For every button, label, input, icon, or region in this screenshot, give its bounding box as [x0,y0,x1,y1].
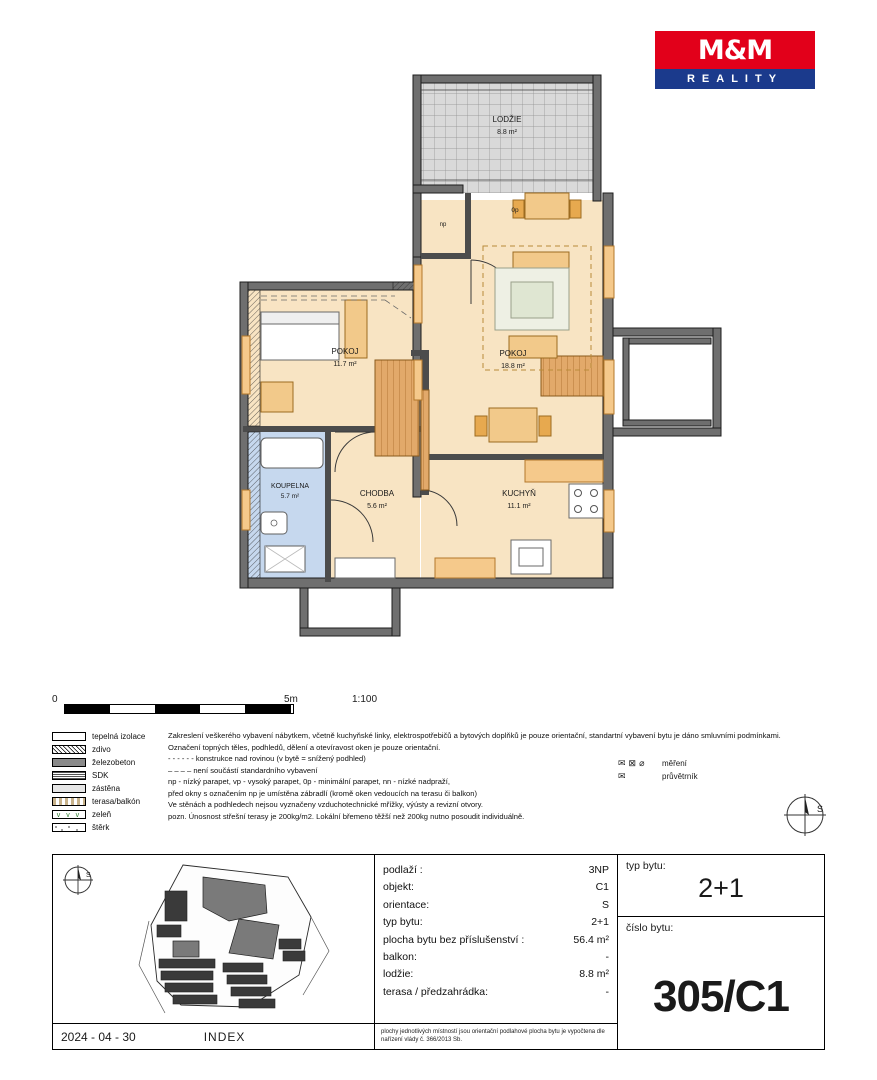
svg-text:POKOJ: POKOJ [499,349,527,358]
symbol-legend-label: průvětrník [662,772,698,781]
swatch-sterk-icon [52,823,86,832]
param-value: 2+1 [591,916,609,929]
legend-label: štěrk [92,823,110,832]
scale-label-zero: 0 [52,694,58,705]
svg-text:S: S [817,804,824,814]
legend-label: SDK [92,771,109,780]
site-plan-drawing [53,855,375,1023]
material-legend [52,730,172,834]
apartment-number-value: 305/C1 [653,972,789,1021]
compass-north-icon [782,792,828,838]
legend-item [52,769,172,782]
plan-notes [168,730,808,822]
legend-label: terasa/balkón [92,797,141,806]
param-key: balkon: [383,951,417,964]
note-line: před okny s označením np je umístěna zábradlí (kromě oken vedoucích na terasu či balkon) [168,788,477,798]
param-key: plocha bytu bez příslušenství : [383,933,525,946]
param-row [383,949,609,966]
note-line: Zakreslení veškerého vybavení nábytkem, včetně kuchyňské linky, elektrospotřebičů a bytových doplňků je pouze orientační, standartní vybavení bytu je dáno smluvními podmínkami. [168,731,781,740]
logo-sub-text: REALITY [686,73,784,85]
legend-item [52,821,172,834]
apartment-number-block [618,917,824,1049]
scale-bar [52,694,378,724]
param-row [383,862,609,879]
swatch-zelen-icon: v v v [52,810,86,819]
scale-ratio: 1:100 [352,694,378,705]
symbol-legend-item [618,757,698,770]
apartment-type-block [618,855,824,917]
legend-item [52,756,172,769]
param-row [383,932,609,949]
scale-bar-track [64,704,294,714]
apartment-number-label: číslo bytu: [626,922,674,934]
param-value: C1 [595,881,609,894]
swatch-sdk-icon [52,771,86,780]
site-compass-icon [61,863,95,897]
parameters-cell [375,855,618,1023]
param-row [383,984,609,1001]
apartment-identity-cell [618,855,824,1049]
note-line: pozn. Únosnost střešní terasy je 200kg/m2. Lokální břemeno těžší než 200kg nutno posoudit individuálně. [168,811,525,821]
meter-icon: ✉ ⊠ ⌀ [618,758,645,768]
scale-label-five: 5m [284,694,298,705]
param-value: 56.4 m² [573,933,609,946]
param-value: 3NP [588,864,609,876]
svg-text:CHODBA: CHODBA [359,489,395,498]
svg-text:KUCHYŇ: KUCHYŇ [502,489,536,498]
svg-text:11.1 m²: 11.1 m² [507,503,531,510]
plan-date: 2024 - 04 - 30 [61,1029,136,1044]
note-line: - - - - - - konstrukce nad rovinou (v bytě = snížený podhled) [168,754,366,763]
svg-text:5.7 m²: 5.7 m² [280,493,300,500]
param-row [383,966,609,983]
svg-text:18.8 m²: 18.8 m² [501,363,525,370]
legend-label: tepelná izolace [92,732,146,741]
svg-text:LODŽIE: LODŽIE [492,115,522,124]
logo-brand-text: M&M [697,34,773,66]
param-key: terasa / předzahrádka: [383,985,489,998]
plan-index-label: INDEX [203,1029,246,1044]
date-index-cell [53,1023,375,1049]
note-line: np - nízký parapet, vp - vysoký parapet, 0p - minimální parapet, nn - nízké nadpraží, [168,777,450,786]
symbol-legend [618,757,698,783]
swatch-tepelna-izolace-icon [52,732,86,741]
param-value: 8.8 m² [579,968,609,981]
legend-label: zeleň [92,810,112,819]
swatch-zelezobeton-icon [52,758,86,767]
vent-icon: ✉ [618,771,626,781]
param-key: typ bytu: [383,916,423,929]
site-plan-cell [53,855,375,1023]
symbol-legend-label: měření [662,759,687,768]
title-block-table [52,854,825,1050]
param-row [383,879,609,896]
param-value: - [605,985,609,998]
param-value: S [601,898,609,911]
param-key: objekt: [383,881,414,894]
note-line: Označení topných těles, podhledů, dělení a otevíravost oken je pouze orientační. [168,742,441,752]
svg-text:S: S [86,872,91,879]
legend-item [52,730,172,743]
apartment-type-label: typ bytu: [626,860,666,872]
svg-text:np: np [439,222,447,228]
svg-text:8.8 m²: 8.8 m² [497,129,517,136]
area-footnote: plochy jednotlivých místností jsou orientační podlahové plocha bytu je vypočtena dle nařízení vlády č. 366/2013 Sb. [375,1023,618,1049]
svg-text:POKOJ: POKOJ [331,347,359,356]
swatch-zastena-icon [52,784,86,793]
legend-item [52,795,172,808]
legend-item [52,808,172,821]
param-value: - [605,951,609,964]
param-key: podlaží : [383,864,423,876]
svg-text:11.7 m²: 11.7 m² [333,361,357,368]
legend-item [52,782,172,795]
param-key: orientace: [383,898,430,911]
svg-text:0p: 0p [511,207,519,214]
param-row [383,914,609,931]
param-key: lodžie: [383,968,414,981]
legend-label: železobeton [92,758,136,767]
symbol-legend-item [618,770,698,783]
legend-item [52,743,172,756]
legend-label: zdivo [92,745,111,754]
svg-text:5.6 m²: 5.6 m² [367,503,387,510]
param-row [383,897,609,914]
swatch-terasa-balkon-icon [52,797,86,806]
legend-label: zástěna [92,784,121,793]
floor-plan-drawing [225,60,745,640]
note-line: – – – – není součástí standardního vybavení [168,765,318,775]
apartment-type-value: 2+1 [698,873,744,903]
note-line: Ve stěnách a podhledech nejsou vyznačeny vzduchotechnické mřížky, výústy a revizní otvory. [168,800,484,809]
swatch-zdivo-icon [52,745,86,754]
svg-text:KOUPELNA: KOUPELNA [270,483,310,490]
